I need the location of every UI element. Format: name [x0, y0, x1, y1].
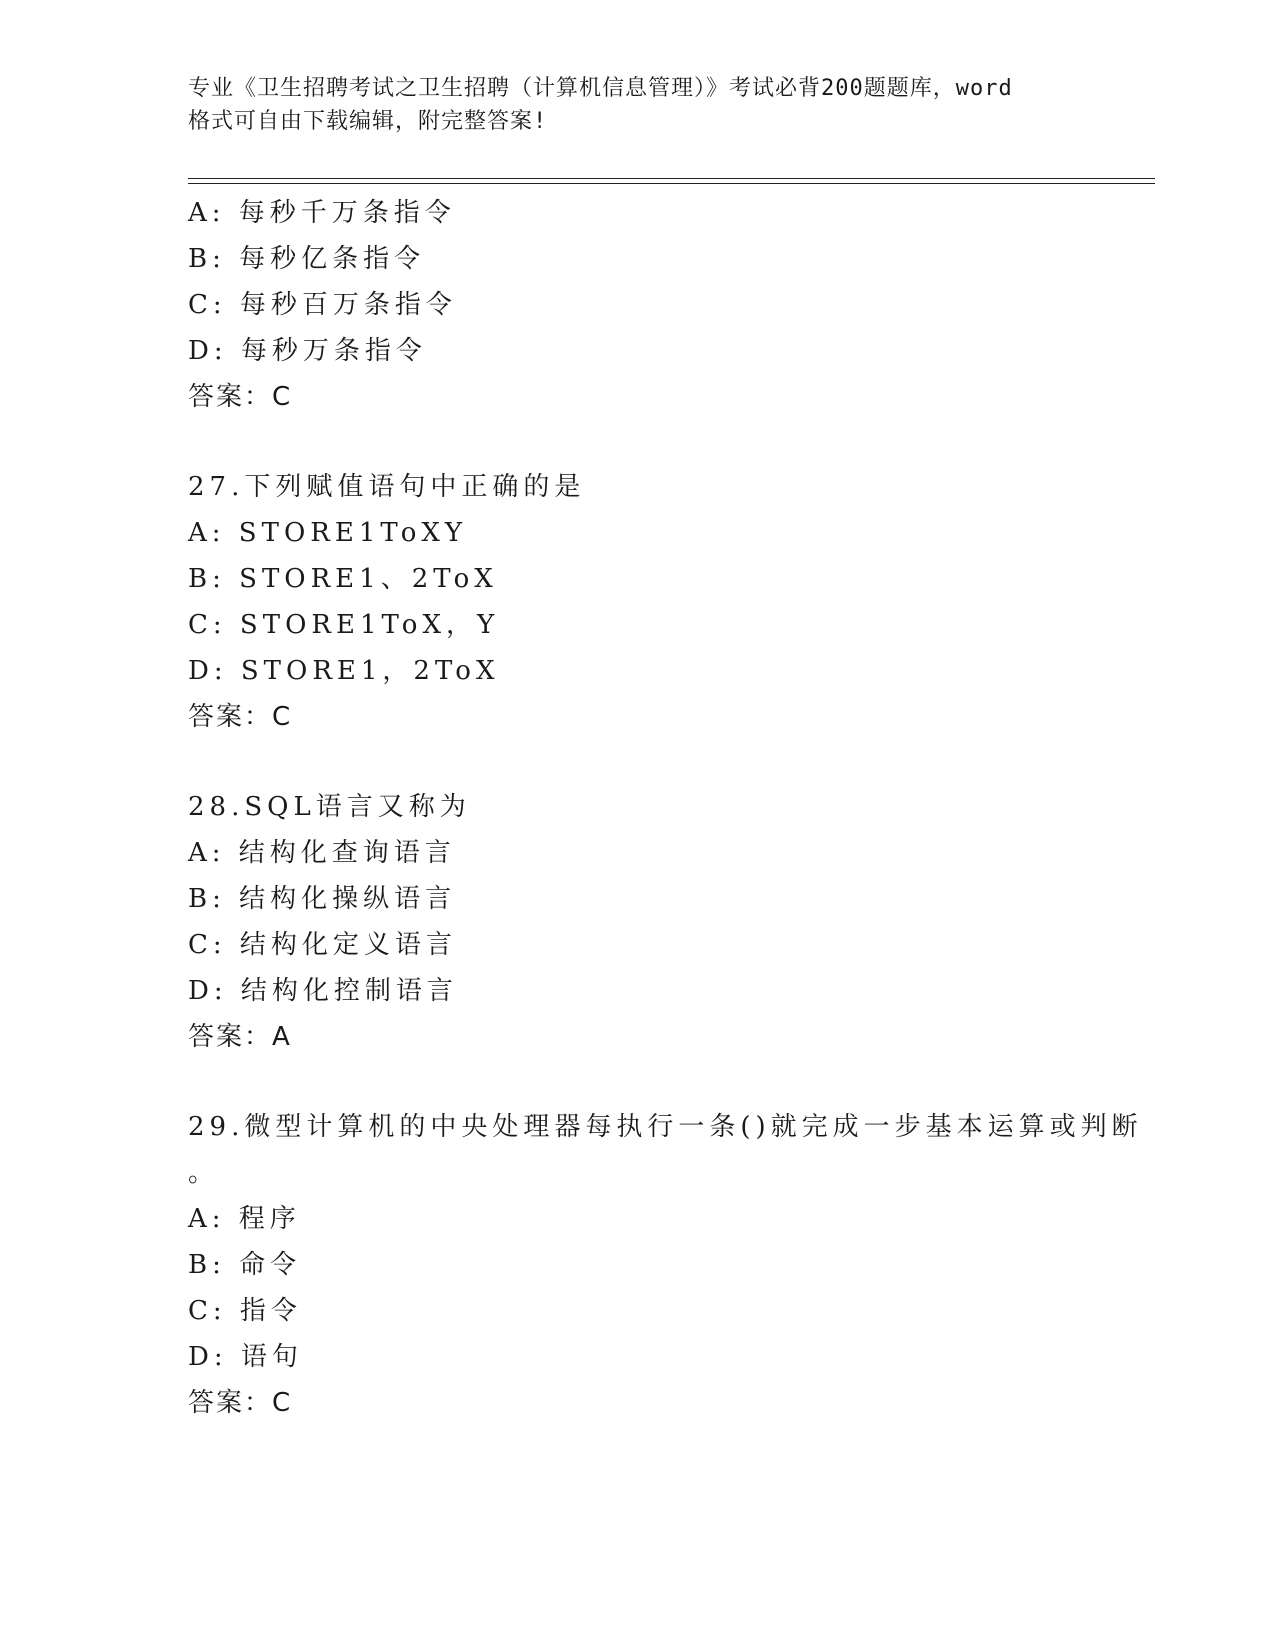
question-list [188, 190, 1148, 1426]
option-b: B: 结构化操纵语言 [188, 884, 457, 914]
option-b: B: 每秒亿条指令 [188, 244, 426, 274]
question-text-line-2: 。 [188, 1158, 220, 1188]
option-a: A: 结构化查询语言 [188, 838, 456, 868]
option-c: C: STORE1ToX，Y [188, 610, 500, 640]
option-d: D: 结构化控制语言 [188, 976, 458, 1006]
header-divider-top [188, 178, 1155, 179]
question-block-27 [188, 464, 1148, 740]
option-c: C: 每秒百万条指令 [188, 290, 457, 320]
question-text-line-1: 29.微型计算机的中央处理器每执行一条()就完成一步基本运算或判断 [188, 1112, 1143, 1142]
question-block-28 [188, 784, 1148, 1060]
answer-label: 答案：C [188, 382, 293, 412]
question-block-26 [188, 190, 1148, 420]
question-text: 28.SQL语言又称为 [188, 792, 471, 822]
question-text: 27.下列赋值语句中正确的是 [188, 472, 586, 502]
document-header [188, 72, 1088, 138]
question-block-29 [188, 1104, 1148, 1426]
option-a: A: 每秒千万条指令 [188, 198, 456, 228]
answer-label: 答案：C [188, 1388, 293, 1418]
option-a: A: 程序 [188, 1204, 301, 1234]
answer-label: 答案：A [188, 1022, 292, 1052]
option-d: D: 每秒万条指令 [188, 336, 427, 366]
option-c: C: 结构化定义语言 [188, 930, 457, 960]
header-title-line-1: 专业《卫生招聘考试之卫生招聘（计算机信息管理）》考试必背200题题库，word [188, 76, 1013, 101]
option-c: C: 指令 [188, 1296, 302, 1326]
header-divider-bottom [188, 183, 1155, 184]
option-b: B: 命令 [188, 1250, 302, 1280]
answer-label: 答案：C [188, 702, 293, 732]
option-b: B: STORE1、2ToX [188, 564, 498, 594]
header-title-line-2: 格式可自由下载编辑，附完整答案! [188, 109, 548, 134]
option-d: D: STORE1，2ToX [188, 656, 500, 686]
option-d: D: 语句 [188, 1342, 303, 1372]
option-a: A: STORE1ToXY [188, 518, 468, 548]
